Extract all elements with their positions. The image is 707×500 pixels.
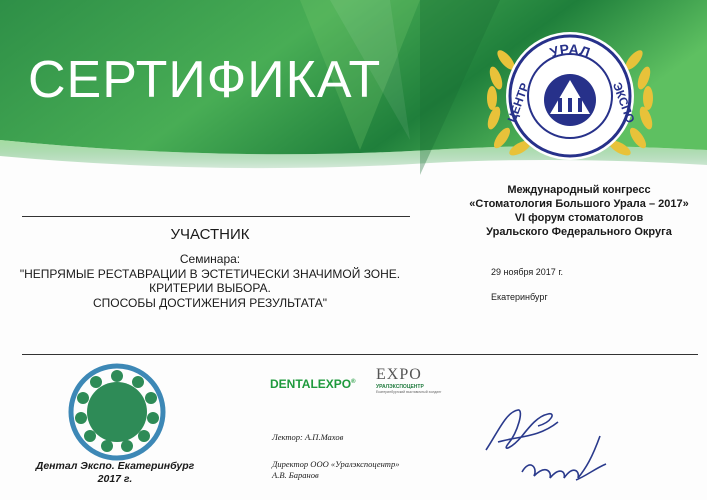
congress-line-3: VI форум стоматологов (514, 212, 644, 224)
certificate-title: СЕРТИФИКАТ (28, 51, 382, 109)
expo-subtitle-2: Екатеринбургский выставочный холдинг (376, 390, 442, 394)
participant-label: УЧАСТНИК (170, 226, 250, 243)
seminar-line-1: "НЕПРЯМЫЕ РЕСТАВРАЦИИ В ЭСТЕТИЧЕСКИ ЗНАЧИМОЙ ЗОНЕ. (19, 266, 401, 281)
congress-line-4: Уральского Федерального Округа (486, 226, 672, 238)
dentalexpo-logo-text: DENTALEXPO (270, 377, 352, 391)
director-signature (516, 428, 611, 490)
director-block (272, 459, 399, 481)
congress-line-2: «Стоматология Большого Урала – 2017» (469, 198, 689, 210)
bottom-divider (22, 354, 698, 355)
dentalexpo-logo (270, 377, 356, 391)
uralexpocentr-logo (376, 366, 476, 395)
seal-text-top: УРАЛ (547, 40, 593, 61)
caption-line-2: 2017 г. (97, 473, 133, 485)
seminar-label: Семинара: (179, 252, 241, 266)
lector-line: Лектор: А.П.Махов (272, 432, 344, 442)
congress-line-1: Международный конгресс (507, 184, 651, 196)
name-line-divider (22, 216, 410, 217)
expo-word: EXPO (376, 366, 422, 383)
seal-text-left: ЦЕНТР (504, 81, 532, 125)
dental-expo-ring-logo (62, 362, 172, 462)
seminar-line-3: СПОСОБЫ ДОСТИЖЕНИЯ РЕЗУЛЬТАТА" (92, 295, 328, 310)
dental-expo-caption (25, 460, 205, 486)
seal-text-right: ЭКСПО (609, 80, 638, 125)
expo-subtitle: УРАЛЭКСПОЦЕНТР (376, 384, 424, 390)
seminar-block (0, 252, 420, 310)
event-city: Екатеринбург (491, 292, 548, 302)
caption-line-1: Дентал Экспо. Екатеринбург (35, 460, 195, 472)
event-date: 29 ноября 2017 г. (491, 267, 563, 277)
director-line-1: Директор ООО «Уралэкспоцентр» (272, 459, 400, 469)
congress-title (455, 183, 703, 239)
director-line-2: А.В. Баранов (272, 470, 319, 480)
triangle-emblem-icon (544, 74, 596, 126)
registered-mark: ® (351, 379, 356, 385)
ural-expo-seal (470, 18, 670, 178)
seminar-line-2: КРИТЕРИИ ВЫБОРА. (149, 281, 271, 295)
